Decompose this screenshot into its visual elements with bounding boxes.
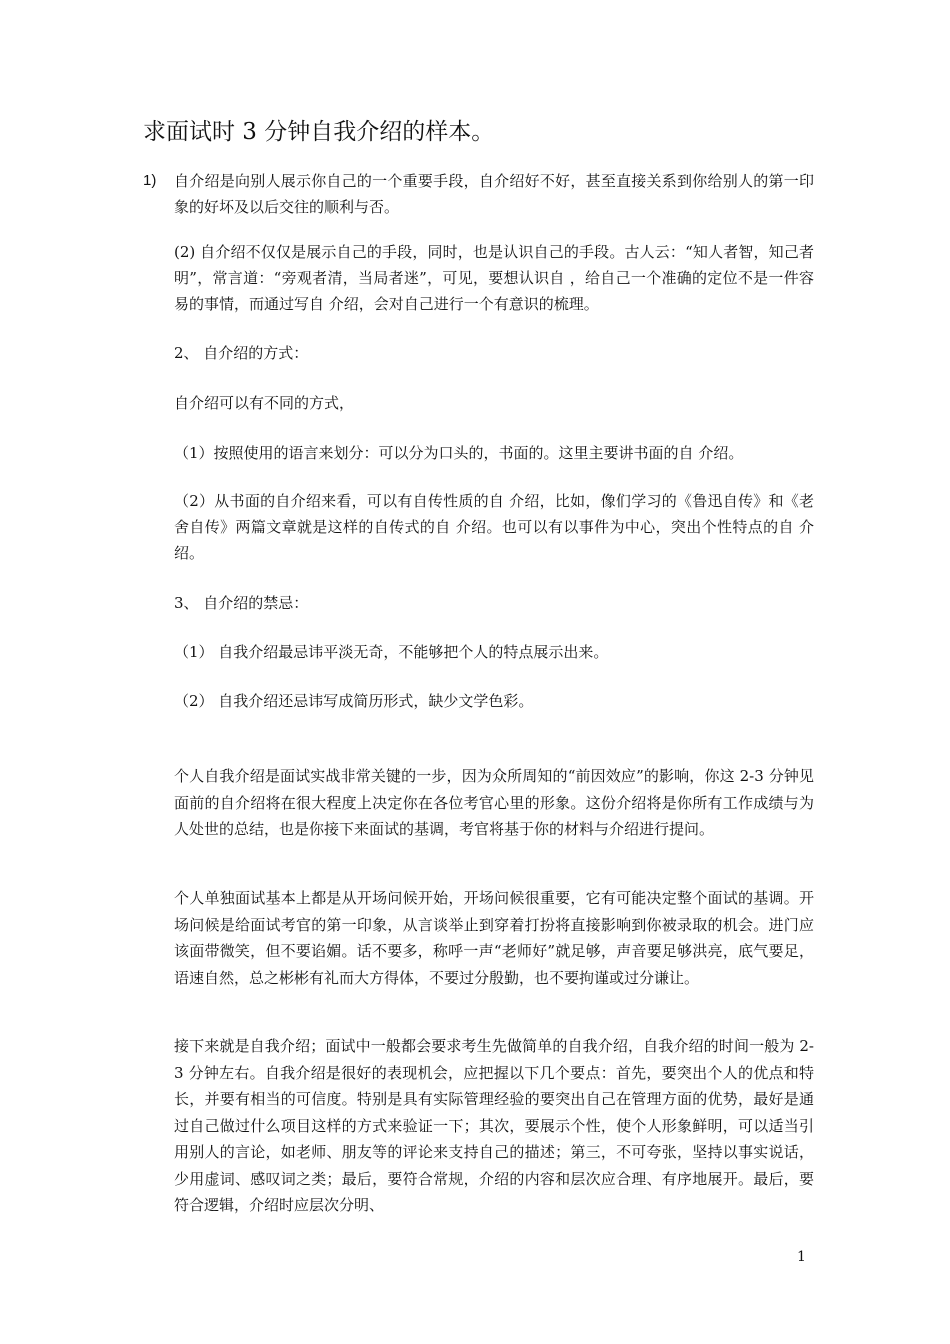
paragraph-method-1: （1）按照使用的语言来划分：可以分为口头的，书面的。这里主要讲书面的自 介绍。 [174, 444, 744, 462]
section-heading-methods: 2、 自介绍的方式： [174, 344, 309, 362]
section-heading-taboos: 3、 自介绍的禁忌： [174, 594, 309, 612]
paragraph-methods-intro: 自介绍可以有不同的方式， [174, 394, 355, 412]
paragraph-method-2: （2）从书面的自介绍来看，可以有自传性质的自 介绍，比如，像们学习的《鲁迅自传》和《老舍自传》两篇文章就是这样的自传式的自 介绍。也可以有以事件为中心，突出个性特点的自 介绍。 [174, 492, 814, 562]
paragraph-self-knowledge: (2) 自介绍不仅仅是展示自己的手段，同时，也是认识自己的手段。古人云：“知人者智，知己者明”，常言道：“旁观者清，当局者迷”，可见，要想认识自 ，给自己一个准确的定位不是一件容易的事情，而通过写自 介绍，会对自己进行一个有意识的梳理。 [174, 243, 814, 313]
paragraph-intro: 自介绍是向别人展示你自己的一个重要手段，自介绍好不好，甚至直接关系到你给别人的第一印象的好坏及以后交往的顺利与否。 [174, 172, 814, 216]
paragraph-importance: 个人自我介绍是面试实战非常关键的一步，因为众所周知的“前因效应”的影响，你这 2-3 分钟见面前的自介绍将在很大程度上决定你在各位考官心里的形象。这份介绍将是你所有工作成绩与为人处世的总结，也是你接下来面试的基调，考官将基于你的材料与介绍进行提问。 [174, 767, 814, 838]
list-item-number: 1) [143, 172, 157, 189]
page-number: 1 [797, 1249, 806, 1265]
paragraph-opening-greeting: 个人单独面试基本上都是从开场问候开始，开场问候很重要，它有可能决定整个面试的基调。开场问候是给面试考官的第一印象，从言谈举止到穿着打扮将直接影响到你被录取的机会。进门应该面带微笑，但不要谄媚。话不要多，称呼一声“老师好”就足够，声音要足够洪亮，底气要足，语速自然，总之彬彬有礼而大方得体，不要过分殷勤，也不要拘谨或过分谦让。 [174, 889, 814, 987]
paragraph-taboo-2: （2） 自我介绍还忌讳写成简历形式，缺少文学色彩。 [174, 692, 534, 710]
document-title: 求面试时 3 分钟自我介绍的样本。 [143, 119, 495, 145]
paragraph-taboo-1: （1） 自我介绍最忌讳平淡无奇，不能够把个人的特点展示出来。 [174, 643, 609, 661]
paragraph-self-intro-tips: 接下来就是自我介绍；面试中一般都会要求考生先做简单的自我介绍，自我介绍的时间一般为 2-3 分钟左右。自我介绍是很好的表现机会，应把握以下几个要点：首先，要突出个人的优点和特长，并要有相当的可信度。特别是具有实际管理经验的要突出自己在管理方面的优势，最好是通过自己做过什么项目这样的方式来验证一下；其次，要展示个性，使个人形象鲜明，可以适当引用别人的言论，如老师、朋友等的评论来支持自己的描述；第三，不可夸张，坚持以事实说话，少用虚词、感叹词之类；最后，要符合常规，介绍的内容和层次应合理、有序地展开。最后，要符合逻辑，介绍时应层次分明、 [174, 1037, 814, 1214]
